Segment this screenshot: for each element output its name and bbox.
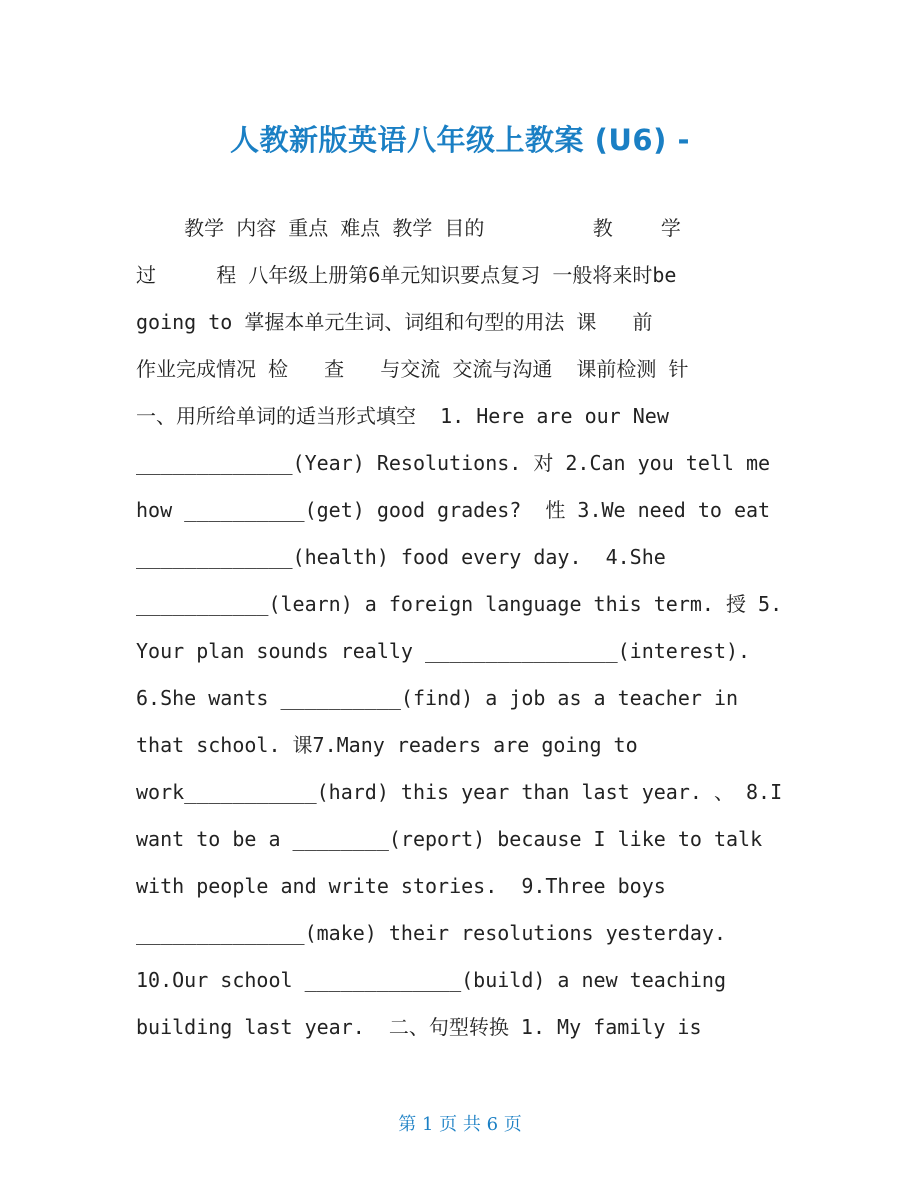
- body-line: 过 程 八年级上册第6单元知识要点复习 一般将来时be: [136, 263, 677, 287]
- body-line: with people and write stories. 9.Three boys: [136, 874, 666, 898]
- body-line: ___________(learn) a foreign language this term. 授 5.: [136, 592, 783, 616]
- body-line: want to be a ________(report) because I like to talk: [136, 827, 763, 851]
- body-line: work___________(hard) this year than last year. 、 8.I: [136, 780, 783, 804]
- body-line: _____________(health) food every day. 4.She: [136, 545, 666, 569]
- body-line: 作业完成情况 检 查 与交流 交流与沟通 课前检测 针: [136, 357, 689, 381]
- body-line: _____________(Year) Resolutions. 对 2.Can you tell me: [136, 451, 771, 475]
- body-line: building last year. 二、句型转换 1. My family is: [136, 1015, 702, 1039]
- body-line: 一、用所给单词的适当形式填空 1. Here are our New: [136, 404, 669, 428]
- body-line: how __________(get) good grades? 性 3.We need to eat: [136, 498, 771, 522]
- body-line: 6.She wants __________(find) a job as a teacher in: [136, 686, 739, 710]
- body-line: that school. 课7.Many readers are going to: [136, 733, 638, 757]
- body-line: going to 掌握本单元生词、词组和句型的用法 课 前: [136, 310, 653, 334]
- body-line: 教学 内容 重点 难点 教学 目的 教 学: [136, 216, 681, 240]
- body-line: 10.Our school _____________(build) a new teaching: [136, 968, 727, 992]
- document-title: 人教新版英语八年级上教案 (U6) -: [230, 123, 690, 157]
- document-body: [136, 205, 796, 1051]
- body-line: ______________(make) their resolutions yesterday.: [136, 921, 727, 945]
- page-number-footer: 第 1 页 共 6 页: [398, 1114, 522, 1135]
- body-line: Your plan sounds really ________________(interest).: [136, 639, 751, 663]
